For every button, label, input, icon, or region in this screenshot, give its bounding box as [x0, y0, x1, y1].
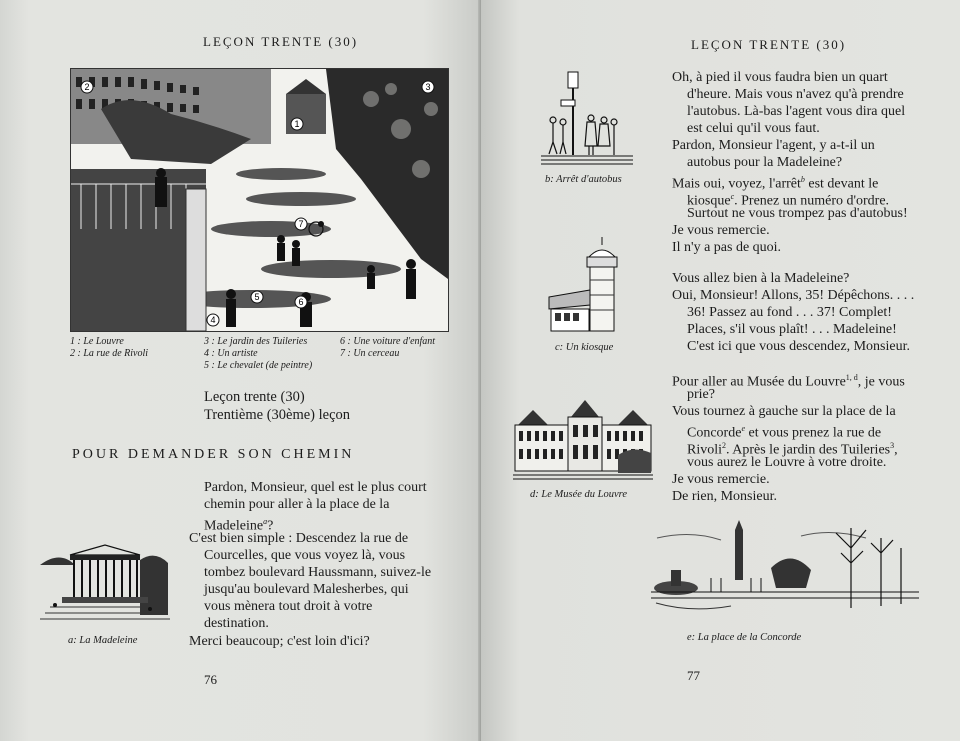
dialogue-line: chemin pour aller à la place de la — [204, 497, 390, 512]
legend-item: 3 : Le jardin des Tuileries — [204, 336, 308, 347]
kiosk-illustration — [547, 235, 627, 335]
left-page-header: LEÇON TRENTE (30) — [203, 34, 359, 49]
marker-7 — [295, 218, 307, 230]
legend-item: 5 : Le chevalet (de peintre) — [204, 360, 313, 371]
page-number-right: 77 — [687, 668, 700, 683]
svg-text:1: 1 — [294, 119, 300, 129]
page-number-left: 76 — [204, 672, 217, 687]
marker-6 — [295, 296, 307, 308]
madeleine-illustration — [40, 535, 170, 625]
caption-kiosk: c: Un kiosque — [555, 342, 614, 353]
dialogue-line: prie? — [687, 387, 715, 402]
dialogue-line: Courcelles, que vous voyez là, vous — [204, 548, 406, 563]
louvre-illustration — [513, 395, 653, 483]
section-title: POUR DEMANDER SON CHEMIN — [72, 447, 355, 462]
dialogue-line: Rivoli$^2$. Après le jardin des Tuileries$^3$, — [687, 441, 898, 458]
lesson-title: Leçon trente (30) — [204, 389, 305, 405]
right-page-header: LEÇON TRENTE (30) — [691, 37, 847, 52]
dialogue-line: Je vous remercie. — [672, 472, 770, 487]
dialogue-line: d'heure. Mais vous n'avez qu'à prendre — [687, 87, 904, 102]
dialogue-line: Pour aller au Musée du Louvre$^{1, d}$, je vous — [672, 373, 905, 390]
svg-text:3: 3 — [425, 82, 431, 92]
dialogue-line: C'est bien simple : Descendez la rue de — [189, 531, 409, 546]
dialogue-line: Places, s'il vous plaît! . . . Madeleine! — [687, 322, 897, 337]
dialogue-line: vous mènera tout droit à votre — [204, 599, 373, 614]
dialogue-line: Surtout ne vous trompez pas d'autobus! — [687, 206, 908, 221]
marker-3 — [422, 81, 434, 93]
dialogue-line: Pardon, Monsieur l'agent, y a-t-il un — [672, 138, 875, 153]
lesson-subtitle: Trentième (30ème) leçon — [204, 407, 351, 423]
dialogue-line: autobus pour la Madeleine? — [687, 155, 843, 170]
dialogue-line: Pardon, Monsieur, quel est le plus court — [204, 480, 427, 495]
caption-bus-stop: b: Arrêt d'autobus — [545, 174, 622, 185]
legend-item: 7 : Un cerceau — [340, 348, 400, 359]
dialogue-line: vous aurez le Louvre à votre droite. — [687, 455, 887, 470]
dialogue-line: C'est ici que vous descendez, Monsieur. — [687, 339, 910, 354]
right-page — [481, 0, 960, 741]
dialogue-line: 36! Passez au fond . . . 37! Complet! — [687, 305, 892, 320]
marker-2 — [81, 81, 93, 93]
svg-text:2: 2 — [84, 82, 90, 92]
marker-4 — [207, 314, 219, 326]
svg-text:7: 7 — [298, 219, 304, 229]
dialogue-line: Il n'y a pas de quoi. — [672, 240, 782, 255]
dialogue-line: Madeleine$^a$? — [204, 517, 274, 534]
caption-louvre: d: Le Musée du Louvre — [530, 489, 628, 500]
dialogue-line: Mais oui, voyez, l'arrêt$^b$ est devant le — [672, 175, 879, 192]
dialogue-line: Oh, à pied il vous faudra bien un quart — [672, 70, 888, 85]
dialogue-line: kiosque$^c$. Prenez un numéro d'ordre. — [687, 192, 890, 209]
dialogue-line: De rien, Monsieur. — [672, 489, 777, 504]
dialogue-line: Vous allez bien à la Madeleine? — [672, 271, 850, 286]
legend-item: 1 : Le Louvre — [70, 336, 124, 347]
dialogue-line: Oui, Monsieur! Allons, 35! Dépêchons. . . . — [672, 288, 915, 303]
caption-concorde: e: La place de la Concorde — [687, 632, 802, 643]
tuileries-illustration — [70, 68, 449, 332]
caption-madeleine: a: La Madeleine — [68, 635, 138, 646]
bus-stop-illustration — [541, 70, 633, 168]
dialogue-line: Je vous remercie. — [672, 223, 770, 238]
svg-text:5: 5 — [254, 292, 260, 302]
marker-5 — [251, 291, 263, 303]
concorde-illustration — [651, 518, 919, 614]
dialogue-line: l'autobus. Là-bas l'agent vous dira quel — [687, 104, 906, 119]
svg-text:6: 6 — [298, 297, 304, 307]
marker-1 — [291, 118, 303, 130]
legend-item: 6 : Une voiture d'enfant — [340, 336, 436, 347]
dialogue-line: est celui qu'il vous faut. — [687, 121, 820, 136]
dialogue-line: destination. — [204, 616, 269, 631]
dialogue-line: tombez boulevard Haussmann, suivez-le — [204, 565, 432, 580]
dialogue-line: Vous tournez à gauche sur la place de la — [672, 404, 896, 419]
svg-text:4: 4 — [210, 315, 216, 325]
legend-item: 2 : La rue de Rivoli — [70, 348, 149, 359]
dialogue-line: jusqu'au boulevard Malesherbes, qui — [204, 582, 409, 597]
dialogue-line: Merci beaucoup; c'est loin d'ici? — [189, 634, 370, 649]
legend-item: 4 : Un artiste — [204, 348, 258, 359]
dialogue-line: Concorde$^e$ et vous prenez la rue de — [687, 424, 882, 441]
